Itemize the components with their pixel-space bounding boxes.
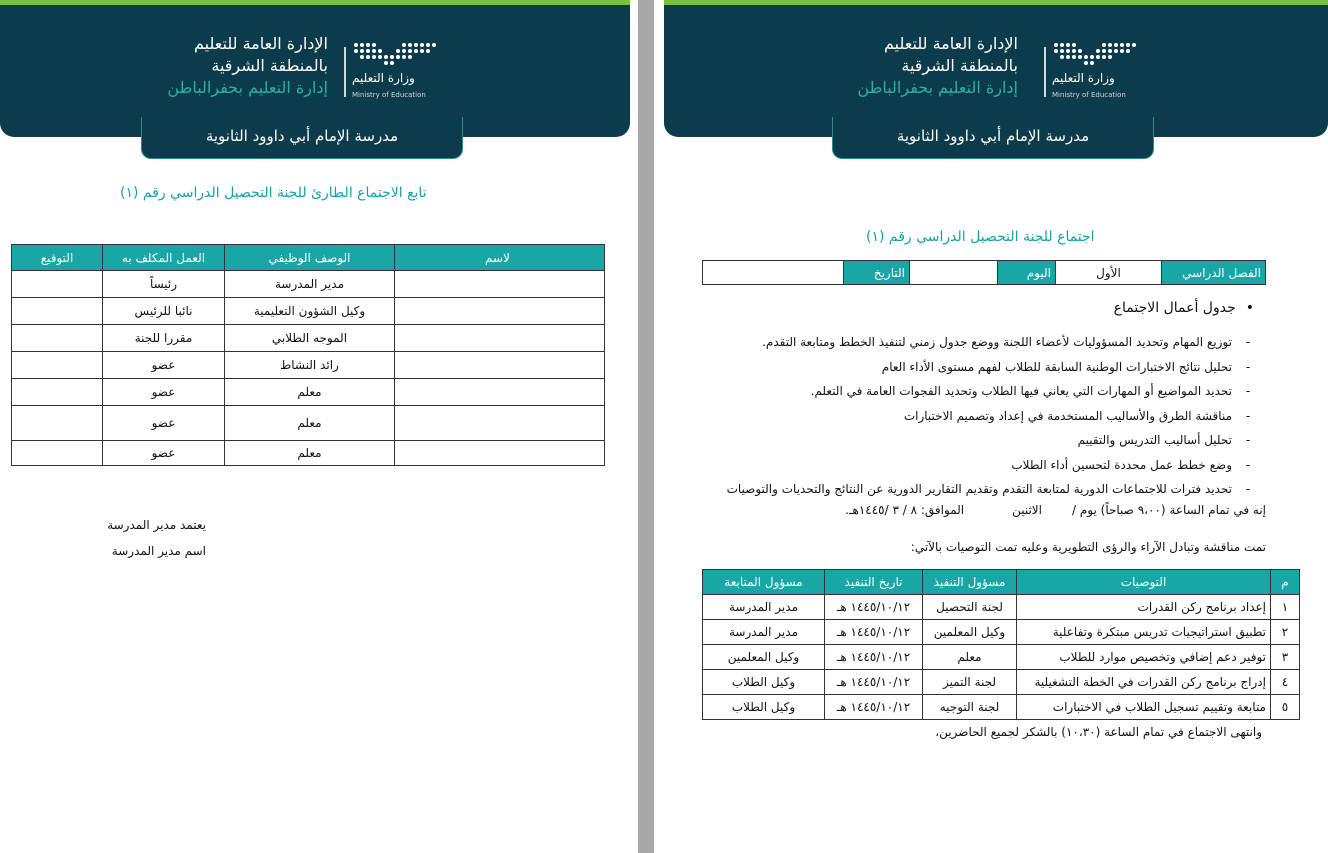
members-header-row (12, 245, 605, 271)
table-row (12, 271, 605, 298)
closing-text: وانتهى الاجتماع في تمام الساعة (١٠،٣٠) بالشكر لجميع الحاضرين، (935, 725, 1262, 739)
bullet-icon: • (1245, 300, 1254, 316)
dash-marker: - (1245, 335, 1251, 349)
member-name (395, 271, 605, 298)
member-job: رائد النشاط (225, 352, 395, 379)
list-item (727, 455, 1264, 480)
agenda-text: تحديد المواضيع أو المهارات التي يعاني فيها الطلاب وتحديد الفجوات العامة في التعلم. (810, 384, 1232, 398)
rec-num: ٥ (1271, 695, 1300, 720)
recommendations-table (702, 569, 1300, 720)
table-row (12, 406, 605, 441)
header-line-3: إدارة التعليم بحفرالباطن (857, 78, 1018, 97)
rec-responsible: معلم (923, 645, 1017, 670)
day-value (910, 261, 998, 285)
rec-date: ١٤٤٥/١٠/١٢ هـ (825, 695, 923, 720)
member-role: عضو (103, 379, 225, 406)
resp-header: مسؤول التنفيذ (923, 570, 1017, 595)
member-signature (12, 352, 103, 379)
member-job: الموجه الطلابي (225, 325, 395, 352)
dash-marker: - (1245, 359, 1251, 374)
meeting-time: إنه في تمام الساعة (٩،٠٠ صباحاً) يوم / (1072, 503, 1266, 517)
agenda-heading (1100, 300, 1254, 316)
table-row (703, 645, 1300, 670)
rec-date: ١٤٤٥/١٠/١٢ هـ (825, 620, 923, 645)
date-label: التاريخ (844, 261, 910, 285)
rec-follow: وكيل الطلاب (703, 670, 825, 695)
date-header: تاريخ التنفيذ (825, 570, 923, 595)
semester-label: الفصل الدراسي (1162, 261, 1266, 285)
member-role: نائبا للرئيس (103, 298, 225, 325)
rec-responsible: وكيل المعلمين (923, 620, 1017, 645)
member-signature (12, 406, 103, 441)
list-item (727, 357, 1264, 382)
list-item (727, 430, 1264, 455)
header-text (857, 33, 1018, 99)
member-name (395, 379, 605, 406)
page-right (654, 0, 1328, 853)
header-line-1: الإدارة العامة للتعليم (884, 34, 1018, 53)
date-value (703, 261, 844, 285)
agenda-text: وضع خطط عمل محددة لتحسين أداء الطلاب (1011, 457, 1232, 472)
table-row (12, 352, 605, 379)
rec-num: ٣ (1271, 645, 1300, 670)
member-name (395, 298, 605, 325)
member-role: عضو (103, 352, 225, 379)
rec-header: التوصيات (1017, 570, 1271, 595)
table-row (703, 670, 1300, 695)
list-item (727, 406, 1264, 431)
followup-title: تابع الاجتماع الطارئ للجنة التحصيل الدراسي رقم (١) (120, 185, 427, 201)
rec-text: متابعة وتقييم تسجيل الطلاب في الاختبارات (1017, 695, 1271, 720)
rec-text: تطبيق استراتيجيات تدريس مبتكرة وتفاعلية (1017, 620, 1271, 645)
table-row (12, 379, 605, 406)
header-line-2: بالمنطقة الشرقية (211, 56, 328, 75)
discussion-text: تمت مناقشة وتبادل الآراء والرؤى التطويرية وعليه تمت التوصيات بالآتي: (910, 540, 1266, 554)
member-signature (12, 298, 103, 325)
job-header: الوصف الوظيفي (225, 245, 395, 271)
table-row (703, 261, 1266, 285)
meeting-date: الموافق: ٨ / ٣ /١٤٤٥هـ. (845, 503, 965, 517)
header-text (167, 33, 328, 99)
num-header: م (1271, 570, 1300, 595)
rec-text: إعداد برنامج ركن القدرات (1017, 595, 1271, 620)
rec-responsible: لجنة التوجيه (923, 695, 1017, 720)
member-signature (12, 379, 103, 406)
page-gutter (638, 0, 654, 853)
member-name (395, 406, 605, 441)
logo-arabic: وزارة التعليم (352, 71, 415, 85)
dash-marker: - (1245, 457, 1251, 472)
table-row (703, 620, 1300, 645)
rec-date: ١٤٤٥/١٠/١٢ هـ (825, 595, 923, 620)
logo-english: Ministry of Education (1052, 91, 1126, 99)
agenda-text: تحليل أساليب التدريس والتقييم (1077, 433, 1232, 447)
header-line-1: الإدارة العامة للتعليم (194, 34, 328, 53)
agenda-text: تحليل نتائج الاختبارات الوطنية السابقة للطلاب لفهم مستوى الأداء العام (881, 359, 1232, 374)
list-item (727, 381, 1264, 406)
header-line-3: إدارة التعليم بحفرالباطن (167, 78, 328, 97)
recommendations-header-row (703, 570, 1300, 595)
follow-header: مسؤول المتابعة (703, 570, 825, 595)
member-job: معلم (225, 441, 395, 466)
meeting-title: اجتماع للجنة التحصيل الدراسي رقم (١) (866, 229, 1095, 245)
school-name: مدرسة الإمام أبي داوود الثانوية (141, 117, 463, 159)
ministry-logo-icon (1052, 41, 1138, 71)
meeting-day: الاثنين (1012, 503, 1042, 517)
members-table (11, 244, 605, 466)
member-name (395, 441, 605, 466)
rec-follow: وكيل الطلاب (703, 695, 825, 720)
dash-marker: - (1245, 408, 1251, 423)
member-role: مقررا للجنة (103, 325, 225, 352)
member-role: عضو (103, 406, 225, 441)
role-header: العمل المكلف به (103, 245, 225, 271)
rec-follow: وكيل المعلمين (703, 645, 825, 670)
ministry-logo (344, 39, 444, 105)
logo-separator (1044, 47, 1046, 97)
member-signature (12, 271, 103, 298)
agenda-text: تحديد فترات للاجتماعات الدورية لمتابعة التقدم وتقديم التقارير الدورية عن النتائج والتحديات والتوصيات (726, 482, 1232, 496)
rec-num: ١ (1271, 595, 1300, 620)
school-name: مدرسة الإمام أبي داوود الثانوية (832, 117, 1154, 159)
ministry-logo-icon (352, 41, 438, 71)
member-job: معلم (225, 379, 395, 406)
agenda-text: مناقشة الطرق والأساليب المستخدمة في إعداد وتصميم الاختبارات (903, 408, 1232, 423)
agenda-heading-text: جدول أعمال الاجتماع (1113, 300, 1236, 316)
rec-text: توفير دعم إضافي وتخصيص موارد للطلاب (1017, 645, 1271, 670)
agenda-text: توزيع المهام وتحديد المسؤوليات لأعضاء اللجنة ووضع جدول زمني لتنفيذ الخطط ومتابعة التقدم. (762, 335, 1232, 349)
day-label: اليوم (998, 261, 1056, 285)
table-row (12, 298, 605, 325)
name-header: لاسم (395, 245, 605, 271)
page-left (0, 0, 638, 853)
meeting-info-table (702, 260, 1266, 285)
member-job: مدير المدرسة (225, 271, 395, 298)
rec-num: ٢ (1271, 620, 1300, 645)
member-job: وكيل الشؤون التعليمية (225, 298, 395, 325)
rec-follow: مدير المدرسة (703, 595, 825, 620)
logo-english: Ministry of Education (352, 91, 426, 99)
member-signature (12, 325, 103, 352)
list-item (727, 332, 1264, 357)
rec-responsible: لجنة التحصيل (923, 595, 1017, 620)
meeting-time-line (845, 503, 1266, 517)
member-name (395, 325, 605, 352)
rec-responsible: لجنة التميز (923, 670, 1017, 695)
member-role: عضو (103, 441, 225, 466)
logo-separator (344, 47, 346, 97)
header-line-2: بالمنطقة الشرقية (901, 56, 1018, 75)
ministry-logo (1044, 39, 1144, 105)
member-job: معلم (225, 406, 395, 441)
member-name (395, 352, 605, 379)
table-row (12, 441, 605, 466)
principal-name-line: اسم مدير المدرسة (111, 544, 206, 558)
approval-line: يعتمد مدير المدرسة (107, 518, 206, 532)
table-row (703, 595, 1300, 620)
member-role: رئيساً (103, 271, 225, 298)
dash-marker: - (1245, 384, 1251, 398)
agenda-list (727, 332, 1264, 504)
rec-text: إدراج برنامج ركن القدرات في الخطة التشغيلية (1017, 670, 1271, 695)
signature-header: التوقيع (12, 245, 103, 271)
dash-marker: - (1245, 433, 1251, 447)
member-signature (12, 441, 103, 466)
rec-num: ٤ (1271, 670, 1300, 695)
semester-value: الأول (1056, 261, 1162, 285)
table-row (12, 325, 605, 352)
rec-date: ١٤٤٥/١٠/١٢ هـ (825, 645, 923, 670)
logo-arabic: وزارة التعليم (1052, 71, 1115, 85)
rec-date: ١٤٤٥/١٠/١٢ هـ (825, 670, 923, 695)
dash-marker: - (1245, 482, 1251, 496)
list-item (727, 479, 1264, 504)
rec-follow: مدير المدرسة (703, 620, 825, 645)
table-row (703, 695, 1300, 720)
